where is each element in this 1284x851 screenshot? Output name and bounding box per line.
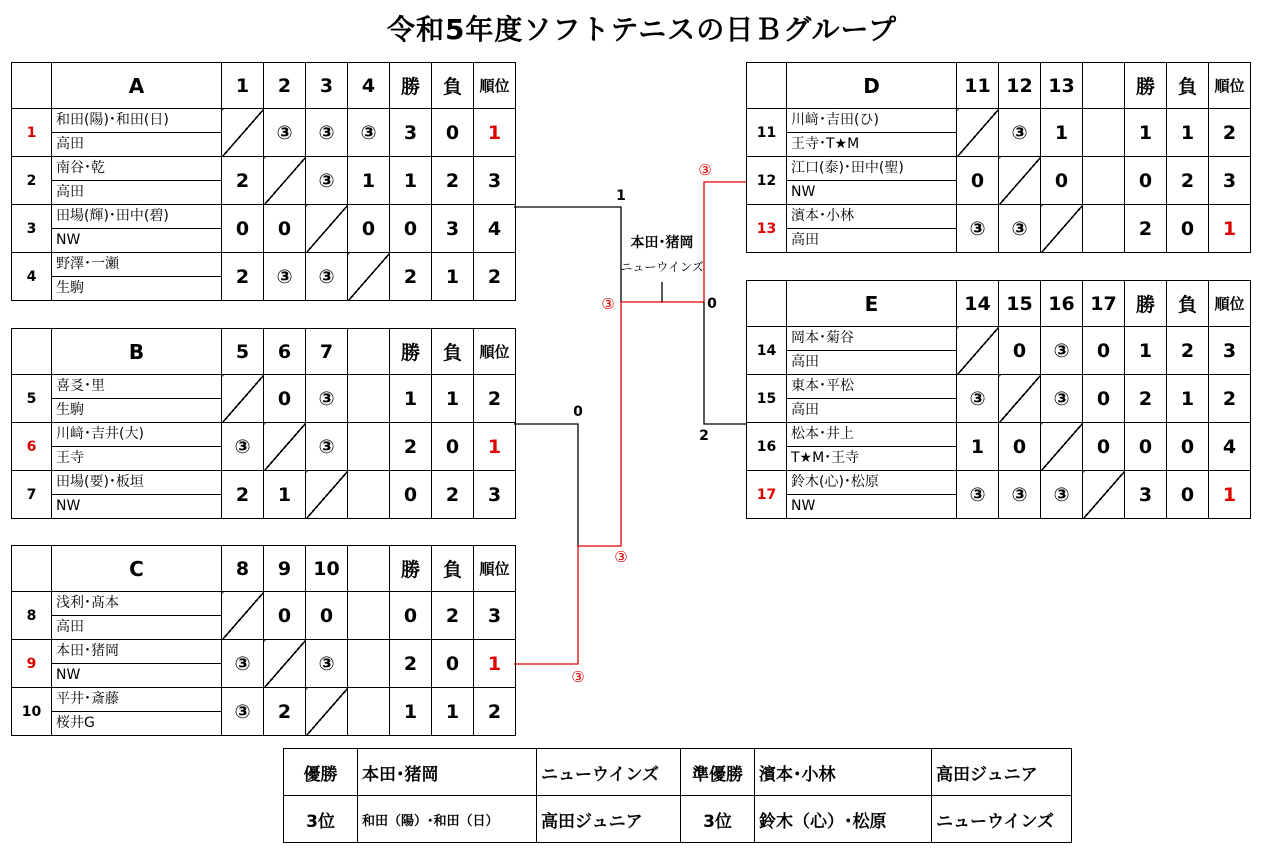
wins-value: 2	[390, 253, 432, 301]
match-result-cell: 0	[348, 205, 390, 253]
pair-names: 野澤･一瀬	[52, 253, 221, 277]
third-place-team-2: ニューウインズ	[932, 796, 1072, 843]
team-name: NW	[56, 667, 81, 683]
match-result-cell: 0	[264, 375, 306, 423]
match-result-cell: 0	[1083, 375, 1125, 423]
wins-header: 勝	[390, 546, 432, 592]
opponent-col-header: 6	[264, 329, 306, 375]
match-result-cell: ③	[222, 688, 264, 736]
player-number: 10	[12, 688, 52, 736]
rank-value: 3	[1209, 327, 1251, 375]
losses-value: 1	[1167, 109, 1209, 157]
match-result-cell: ③	[306, 109, 348, 157]
losses-value: 2	[1167, 157, 1209, 205]
match-result-cell: 2	[264, 688, 306, 736]
team-name: 高田	[56, 136, 84, 152]
page-title: 令和5年度ソフトテニスの日Ｂグループ	[386, 13, 898, 46]
losses-value: 1	[432, 688, 474, 736]
team-name: NW	[56, 498, 81, 514]
match-result-cell: ③	[222, 640, 264, 688]
match-result-cell: ③	[1041, 327, 1083, 375]
player-number: 12	[747, 157, 787, 205]
wins-value: 1	[390, 157, 432, 205]
wins-value: 3	[1125, 471, 1167, 519]
opponent-col-header: 14	[957, 281, 999, 327]
team-name: 生駒	[56, 402, 84, 418]
wins-header: 勝	[1125, 281, 1167, 327]
wins-value: 0	[1125, 423, 1167, 471]
match-result-cell: 1	[957, 423, 999, 471]
pair-names: 本田･猪岡	[52, 640, 221, 664]
player-number: 11	[747, 109, 787, 157]
pair-names: 岡本･菊谷	[787, 327, 956, 351]
match-result-cell: 0	[999, 423, 1041, 471]
losses-header: 負	[1167, 281, 1209, 327]
bracket-score-b: 0	[573, 404, 583, 420]
rank-value: 3	[474, 471, 516, 519]
rank-value: 2	[1209, 109, 1251, 157]
pair-names: 川﨑･吉井(大)	[52, 423, 221, 447]
pair-names: 濱本･小林	[787, 205, 956, 229]
group-letter: E	[787, 281, 957, 327]
match-result-cell: ③	[999, 109, 1041, 157]
player-number: 1	[12, 109, 52, 157]
match-result-cell: ③	[1041, 471, 1083, 519]
rank-value: 4	[1209, 423, 1251, 471]
opponent-col-header: 17	[1083, 281, 1125, 327]
results-row-third	[284, 796, 1072, 843]
wins-value: 1	[390, 688, 432, 736]
bracket-winner-team: ニューウインズ	[620, 260, 704, 274]
team-name: T★M･王寺	[791, 450, 860, 466]
champion-team: ニューウインズ	[537, 749, 681, 796]
rank-header: 順位	[1209, 63, 1251, 109]
pair-names: 浅利･髙本	[52, 592, 221, 616]
rank-value: 4	[474, 205, 516, 253]
match-result-cell: ③	[306, 375, 348, 423]
losses-value: 3	[432, 205, 474, 253]
bracket-winner-name: 本田･猪岡	[630, 235, 694, 251]
team-name: 高田	[791, 232, 819, 248]
player-number: 13	[747, 205, 787, 253]
match-result-cell: ③	[264, 253, 306, 301]
bracket-score-a: 1	[616, 188, 626, 204]
runner-up-label: 準優勝	[681, 749, 755, 796]
losses-value: 2	[432, 157, 474, 205]
opponent-col-header: 15	[999, 281, 1041, 327]
bracket-score-right-final: 0	[707, 296, 717, 312]
team-name: 高田	[791, 354, 819, 370]
losses-header: 負	[432, 63, 474, 109]
rank-header: 順位	[474, 329, 516, 375]
rank-value: 2	[1209, 375, 1251, 423]
wins-value: 3	[390, 109, 432, 157]
opponent-col-header: 9	[264, 546, 306, 592]
match-result-cell: ③	[1041, 375, 1083, 423]
player-number: 4	[12, 253, 52, 301]
rank-value: 1	[474, 640, 516, 688]
third-place-team-1: 高田ジュニア	[537, 796, 681, 843]
losses-value: 2	[432, 592, 474, 640]
match-result-cell: 0	[264, 205, 306, 253]
team-name: NW	[791, 498, 816, 514]
match-result-cell: ③	[348, 109, 390, 157]
opponent-col-header: 11	[957, 63, 999, 109]
player-number: 15	[747, 375, 787, 423]
bracket-line-group-b	[514, 424, 578, 546]
pair-names: 鈴木(心)･松原	[787, 471, 956, 495]
losses-value: 2	[432, 471, 474, 519]
losses-value: 1	[432, 253, 474, 301]
player-number: 7	[12, 471, 52, 519]
losses-header: 負	[432, 329, 474, 375]
match-result-cell: 2	[222, 471, 264, 519]
team-name: NW	[56, 232, 81, 248]
match-result-cell: ③	[957, 375, 999, 423]
match-result-cell: 0	[1041, 157, 1083, 205]
wins-value: 0	[1125, 157, 1167, 205]
match-result-cell: ③	[999, 471, 1041, 519]
losses-value: 0	[432, 109, 474, 157]
bracket-score-e: 2	[699, 428, 709, 444]
match-result-cell: ③	[957, 471, 999, 519]
match-result-cell: 0	[999, 327, 1041, 375]
pair-names: 松本･井上	[787, 423, 956, 447]
rank-value: 2	[474, 375, 516, 423]
bracket-line-group-d	[704, 182, 746, 302]
pair-names: 江口(泰)･田中(聖)	[787, 157, 956, 181]
match-result-cell: 2	[222, 157, 264, 205]
pair-names: 田場(要)･板垣	[52, 471, 221, 495]
losses-header: 負	[1167, 63, 1209, 109]
rank-value: 1	[1209, 471, 1251, 519]
team-name: 王寺･T★M	[791, 136, 860, 152]
bracket-score-d: ③	[698, 161, 712, 179]
player-number: 2	[12, 157, 52, 205]
rank-value: 3	[474, 157, 516, 205]
opponent-col-header: 2	[264, 63, 306, 109]
match-result-cell: ③	[306, 640, 348, 688]
results-row-top	[284, 749, 1072, 796]
bracket-line-winner-path	[514, 302, 704, 664]
player-number: 3	[12, 205, 52, 253]
losses-value: 0	[1167, 205, 1209, 253]
losses-header: 負	[432, 546, 474, 592]
runner-up-name: 濱本･小林	[755, 749, 932, 796]
rank-header: 順位	[474, 63, 516, 109]
bracket-line-group-a	[514, 207, 621, 302]
rank-value: 1	[1209, 205, 1251, 253]
match-result-cell: 1	[264, 471, 306, 519]
match-result-cell: 0	[306, 592, 348, 640]
pair-names: 田場(輝)･田中(碧)	[52, 205, 221, 229]
player-number: 8	[12, 592, 52, 640]
rank-value: 1	[474, 109, 516, 157]
player-number: 9	[12, 640, 52, 688]
wins-value: 1	[390, 375, 432, 423]
bracket-score-left-final: ③	[601, 295, 615, 313]
third-place-name-1: 和田（陽）･和田（日）	[358, 796, 537, 843]
wins-value: 0	[390, 205, 432, 253]
match-result-cell: ③	[222, 423, 264, 471]
pair-names: 喜㕛･里	[52, 375, 221, 399]
wins-value: 0	[390, 592, 432, 640]
wins-value: 2	[390, 423, 432, 471]
match-result-cell: 0	[222, 205, 264, 253]
wins-header: 勝	[1125, 63, 1167, 109]
opponent-col-header: 1	[222, 63, 264, 109]
group-letter: B	[52, 329, 222, 375]
losses-value: 0	[432, 640, 474, 688]
pair-names: 東本･平松	[787, 375, 956, 399]
group-letter: C	[52, 546, 222, 592]
third-place-label: 3位	[284, 796, 358, 843]
rank-header: 順位	[1209, 281, 1251, 327]
wins-header: 勝	[390, 329, 432, 375]
player-number: 17	[747, 471, 787, 519]
pair-names: 川﨑･吉田(ひ)	[787, 109, 956, 133]
opponent-col-header: 3	[306, 63, 348, 109]
wins-value: 0	[390, 471, 432, 519]
team-name: 高田	[56, 619, 84, 635]
rank-value: 2	[474, 253, 516, 301]
player-number: 5	[12, 375, 52, 423]
opponent-col-header: 7	[306, 329, 348, 375]
opponent-col-header: 13	[1041, 63, 1083, 109]
group-letter: A	[52, 63, 222, 109]
pair-names: 平井･斎藤	[52, 688, 221, 712]
bracket-score-bc: ③	[614, 548, 628, 566]
wins-value: 2	[390, 640, 432, 688]
final-results-table	[283, 748, 1072, 843]
bracket-score-c: ③	[571, 668, 585, 686]
player-number: 6	[12, 423, 52, 471]
match-result-cell: 0	[957, 157, 999, 205]
champion-name: 本田･猪岡	[358, 749, 537, 796]
match-result-cell: 0	[1083, 423, 1125, 471]
player-number: 14	[747, 327, 787, 375]
team-name: NW	[791, 184, 816, 200]
runner-up-team: 高田ジュニア	[932, 749, 1072, 796]
team-name: 王寺	[56, 450, 84, 466]
match-result-cell: 1	[348, 157, 390, 205]
third-place-name-2: 鈴木（心）･松原	[755, 796, 932, 843]
wins-value: 1	[1125, 109, 1167, 157]
losses-value: 1	[1167, 375, 1209, 423]
match-result-cell: ③	[264, 109, 306, 157]
rank-value: 3	[1209, 157, 1251, 205]
opponent-col-header: 8	[222, 546, 264, 592]
team-name: 高田	[791, 402, 819, 418]
champion-label: 優勝	[284, 749, 358, 796]
opponent-col-header: 5	[222, 329, 264, 375]
pair-names: 南谷･乾	[52, 157, 221, 181]
wins-value: 1	[1125, 327, 1167, 375]
wins-value: 2	[1125, 375, 1167, 423]
opponent-col-header: 12	[999, 63, 1041, 109]
rank-value: 3	[474, 592, 516, 640]
third-place-label-2: 3位	[681, 796, 755, 843]
opponent-col-header: 16	[1041, 281, 1083, 327]
match-result-cell: ③	[957, 205, 999, 253]
match-result-cell: ③	[306, 157, 348, 205]
pair-names: 和田(陽)･和田(日)	[52, 109, 221, 133]
rank-header: 順位	[474, 546, 516, 592]
losses-value: 0	[1167, 423, 1209, 471]
match-result-cell: 0	[264, 592, 306, 640]
team-name: 桜井G	[56, 715, 95, 731]
opponent-col-header: 10	[306, 546, 348, 592]
losses-value: 0	[432, 423, 474, 471]
match-result-cell: ③	[306, 423, 348, 471]
rank-value: 1	[474, 423, 516, 471]
player-number: 16	[747, 423, 787, 471]
wins-value: 2	[1125, 205, 1167, 253]
match-result-cell: ③	[306, 253, 348, 301]
team-name: 生駒	[56, 280, 84, 296]
losses-value: 1	[432, 375, 474, 423]
opponent-col-header: 4	[348, 63, 390, 109]
team-name: 高田	[56, 184, 84, 200]
match-result-cell: 0	[1083, 327, 1125, 375]
match-result-cell: ③	[999, 205, 1041, 253]
losses-value: 2	[1167, 327, 1209, 375]
rank-value: 2	[474, 688, 516, 736]
wins-header: 勝	[390, 63, 432, 109]
group-letter: D	[787, 63, 957, 109]
match-result-cell: 1	[1041, 109, 1083, 157]
match-result-cell: 2	[222, 253, 264, 301]
bracket-line-group-e	[704, 302, 746, 424]
losses-value: 0	[1167, 471, 1209, 519]
